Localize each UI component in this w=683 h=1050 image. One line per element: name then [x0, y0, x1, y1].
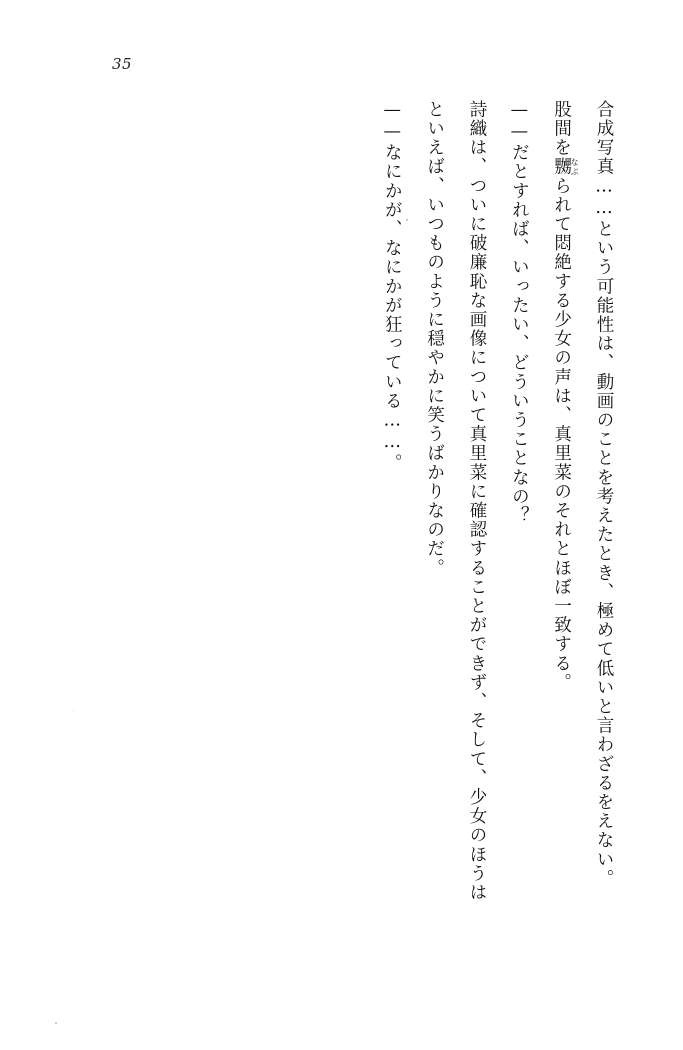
paper-speck: [55, 1022, 57, 1024]
paragraph-2: [540, 100, 582, 910]
paper-speck: [406, 219, 408, 221]
ruby-annotation: 嬲なぶ: [551, 157, 580, 177]
ruby-reading: なぶ: [570, 157, 580, 177]
paragraph-1-text: 合成写真……という可能性は、動画のことを考えたとき、極めて低いと言わざるをえない。: [594, 100, 614, 889]
paragraph-4-text: 詩織は、ついに破廉恥な画像について真里菜に確認することができず、そして、少女のほうはといえば、いつものように穏やかに笑うばかりなのだ。: [424, 100, 487, 903]
paragraph-1: [583, 100, 625, 910]
paragraph-4: [413, 100, 498, 910]
paragraph-5-text: ——なにかが、なにかが狂っている……。: [382, 100, 403, 473]
paragraph-3-text: ——だとすれば、いったい、どういうことなの？: [509, 100, 530, 526]
body-text-vertical: [371, 100, 625, 910]
paragraph-3: [498, 100, 540, 910]
paragraph-2-text: 股間を嬲なぶられて悶絶する少女の声は、真里菜のそれとほぼ一致する。: [551, 100, 580, 693]
page-number: 35: [112, 55, 133, 73]
paragraph-5: [371, 100, 413, 910]
paper-speck: [73, 710, 74, 711]
